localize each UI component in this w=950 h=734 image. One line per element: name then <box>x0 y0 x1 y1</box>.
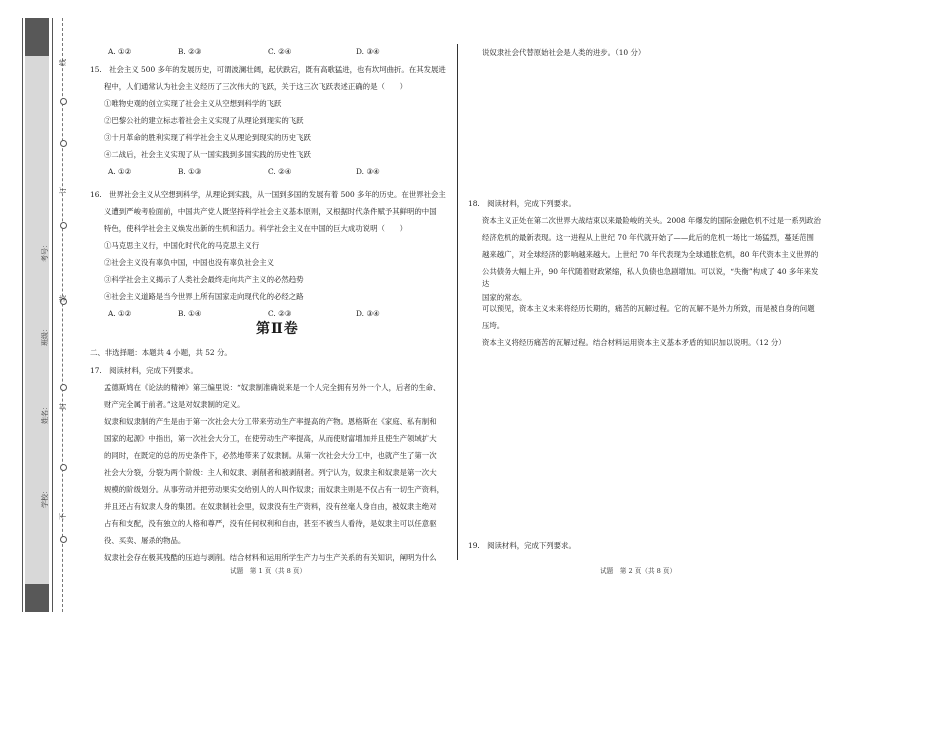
q16-item: ④社会主义道路是当今世界上所有国家走向现代化的必经之路 <box>104 292 304 301</box>
binding-cut-line <box>62 18 63 612</box>
q17-head: 17. 阅读材料，完成下列要求。 <box>90 366 198 375</box>
q17-line: 国家的起源》中指出，第一次社会大分工，在使劳动生产率提高，从而使财富增加并且使生产领域扩大 <box>104 434 437 443</box>
binding-strip-bottom <box>25 584 49 612</box>
q14-option-a[interactable]: A. ①② <box>108 47 132 56</box>
exam-number-label: 考号： <box>41 241 49 262</box>
q18-line: 达 <box>482 279 490 288</box>
q18-head: 18. 阅读材料，完成下列要求。 <box>468 199 576 208</box>
class-label: 班级： <box>41 325 49 346</box>
q18-line: 资本主义正处在第二次世界大战结束以来最险峻的关头。2008 年爆发的国际金融危机不过是一系列政治 <box>482 216 821 225</box>
q16-option-b[interactable]: B. ①④ <box>178 309 202 318</box>
q18-line: 压垮。 <box>482 321 505 330</box>
q17-continuation: 说奴隶社会代替原始社会是人类的进步。（10 分） <box>482 48 646 57</box>
q15-item: ①唯物史观的创立实现了社会主义从空想到科学的飞跃 <box>104 99 282 108</box>
q17-line: 奴隶和奴隶制的产生是由于第一次社会大分工带来劳动生产率提高的产物。恩格斯在《家庭、私有制和 <box>104 417 437 426</box>
page-2 <box>468 0 848 600</box>
page-1-footer: 试题 第 1 页（共 8 页） <box>230 567 307 575</box>
q15-item: ②巴黎公社的建立标志着社会主义实现了从理论到现实的飞跃 <box>104 116 304 125</box>
q17-line: 财产完全属于前者。”这是对奴隶制的定义。 <box>104 400 245 409</box>
section-title: 第Ⅱ卷 <box>256 321 299 337</box>
q14-option-b[interactable]: B. ②③ <box>178 47 202 56</box>
q16-stem-line: 义遭到严峻考验面前，中国共产党人既坚持科学社会主义基本原则，又根据时代条件赋予其鲜明的中国 <box>104 207 437 216</box>
q15-option-c[interactable]: C. ②④ <box>268 167 292 176</box>
q17-line: 的同时，在既定的总的历史条件下，必然地带来了奴隶制。从第一次社会大分工中，也就产生了第一次 <box>104 451 437 460</box>
binding-hole-icon <box>60 536 67 543</box>
q17-line: 规模的阶级划分。从事劳动并把劳动果实交给别人的人叫作奴隶；而奴隶主则是不仅占有一切生产资料， <box>104 485 444 494</box>
q16-item: ①马克思主义行，中国化时代化的马克思主义行 <box>104 241 260 250</box>
binding-hole-icon <box>60 98 67 105</box>
q17-line: 社会大分裂，分裂为两个阶级：主人和奴隶、剥削者和被剥削者。列宁认为，奴隶主和奴隶是第一次大 <box>104 468 437 477</box>
page-1 <box>90 0 452 600</box>
binding-hole-icon <box>60 140 67 147</box>
q18-line: 资本主义将经历痛苦的瓦解过程。结合材料运用资本主义基本矛盾的知识加以说明。（12 分） <box>482 338 786 347</box>
school-label: 学校： <box>41 487 49 508</box>
q15-stem-line: 15. 社会主义 500 多年的发展历史，可谓波澜壮阔，起伏跌宕，既有高歌猛进，也有坎坷曲折。在其发展进 <box>90 65 446 74</box>
q17-line: 孟德斯鸠在《论法的精神》第三编里说：“奴隶制准确说来是一个人完全拥有另外一个人，后者的生命、 <box>104 383 441 392</box>
binding-char-line: 线 <box>59 59 67 66</box>
q18-line: 经济危机的最新表现。这一进程从上世纪 70 年代就开始了——此后的危机一场比一场猛烈，蔓延范围 <box>482 233 814 242</box>
q18-line: 可以预见，资本主义未来将经历长期的，痛苦的瓦解过程。它的瓦解不是外力所致，而是被自身的问题 <box>482 304 815 313</box>
q16-option-d[interactable]: D. ③④ <box>356 309 380 318</box>
q17-line: 役、买卖、屠杀的物品。 <box>104 536 186 545</box>
name-label: 姓名： <box>41 403 49 424</box>
q18-line: 公共债务大幅上升，90 年代随着财政紧缩，私人负债也急剧增加。可以说，“失衡”构成了 40 多年来发 <box>482 267 819 276</box>
q18-line: 国家的常态。 <box>482 293 527 302</box>
q17-line: 并且还占有奴隶人身的集团。在奴隶制社会里，奴隶没有生产资料，没有丝毫人身自由，被奴隶主绝对 <box>104 502 437 511</box>
binding-char-order: 封 <box>59 403 67 410</box>
q15-option-d[interactable]: D. ③④ <box>356 167 380 176</box>
q16-stem-line: 16. 世界社会主义从空想到科学，从理论到实践，从一国到多国的发展有着 500 多年的历史。在世界社会主 <box>90 190 446 199</box>
q15-stem-line: 程中，人们通常认为社会主义经历了三次伟大的飞跃，关于这三次飞跃表述正确的是（ ） <box>104 82 408 91</box>
q14-option-d[interactable]: D. ③④ <box>356 47 380 56</box>
binding-char-seal: 订 <box>59 187 67 194</box>
binding-rule-outer <box>22 18 23 612</box>
q19-head: 19. 阅读材料，完成下列要求。 <box>468 541 576 550</box>
q15-option-b[interactable]: B. ①③ <box>178 167 202 176</box>
section-intro: 二、非选择题：本题共 4 小题，共 52 分。 <box>90 348 232 357</box>
page-2-footer: 试题 第 2 页（共 8 页） <box>600 567 677 575</box>
q17-line: 占有和支配，没有独立的人格和尊严，没有任何权利和自由，甚至不被当人看待，是奴隶主可以任意驱 <box>104 519 437 528</box>
q14-option-c[interactable]: C. ②④ <box>268 47 292 56</box>
q16-option-a[interactable]: A. ①② <box>108 309 132 318</box>
q15-item: ④二战后，社会主义实现了从一国实践到多国实践的历史性飞跃 <box>104 150 311 159</box>
q15-item: ③十月革命的胜利实现了科学社会主义从理论到现实的历史飞跃 <box>104 133 311 142</box>
q16-item: ③科学社会主义揭示了人类社会最终走向共产主义的必然趋势 <box>104 275 304 284</box>
page-divider <box>457 44 458 560</box>
q17-line: 奴隶社会存在极其残酷的压迫与剥削。结合材料和运用所学生产力与生产关系的有关知识，阐明为什么 <box>104 553 437 562</box>
q16-item: ②社会主义没有辜负中国，中国也没有辜负社会主义 <box>104 258 274 267</box>
binding-rule-inner <box>52 18 53 612</box>
q16-option-c[interactable]: C. ②③ <box>268 309 292 318</box>
q15-option-a[interactable]: A. ①② <box>108 167 132 176</box>
binding-char-not: 不 <box>59 513 67 520</box>
binding-margin <box>0 0 72 634</box>
binding-strip-top <box>25 18 49 56</box>
binding-hole-icon <box>60 384 67 391</box>
q16-stem-line: 特色，使科学社会主义焕发出新的生机和活力。科学社会主义在中国的巨大成功说明（ ） <box>104 224 408 233</box>
q18-line: 越来越广，对全球经济的影响越来越大。上世纪 70 年代表现为全球通胀危机，80 年代资本主义世界的 <box>482 250 819 259</box>
binding-char-mount: 装 <box>59 295 67 302</box>
binding-hole-icon <box>60 464 67 471</box>
binding-hole-icon <box>60 222 67 229</box>
